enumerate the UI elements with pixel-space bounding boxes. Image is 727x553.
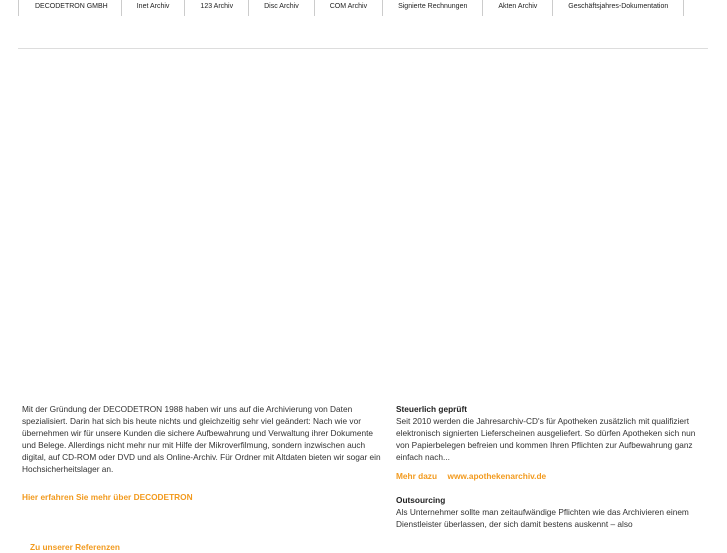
header-divider: [18, 48, 708, 49]
tax-section-links: [396, 466, 696, 484]
top-navigation: [18, 0, 684, 16]
nav-item-geschaeftsjahres-dokumentation[interactable]: Geschäftsjahres-Dokumentation: [552, 0, 684, 16]
nav-item-inet-archiv[interactable]: Inet Archiv: [121, 0, 185, 16]
tax-section-heading: Steuerlich geprüft: [396, 404, 467, 414]
news-column: [396, 403, 696, 531]
outsourcing-section: [396, 494, 696, 530]
nav-item-decodetron-gmbh[interactable]: DECODETRON GMBH: [18, 0, 121, 16]
intro-text: Mit der Gründung der DECODETRON 1988 haben wir uns auf die Archivierung von Daten spezialisiert. Darin hat sich bis heute nichts und gleichzeitig sehr viel geändert: Nach wie vor übernehmen wir für unsere Kunden die sichere Aufbewahrung und Verwaltung ihrer Dokumente und Belege. Allerdings nicht mehr nur mit Hilfe der Mikroverfilmung, sondern inzwischen auch digital, auf CD-ROM oder DVD und als Online-Archiv. Für Ordner mit Altdaten bieten wir sogar ein Hochsicherheitslager an.: [22, 404, 381, 475]
about-decodetron-link[interactable]: Hier erfahren Sie mehr über DECODETRON: [22, 491, 193, 502]
references-link[interactable]: Zu unserer Referenzen: [30, 542, 120, 552]
intro-column: [22, 403, 384, 503]
tax-section-text: Seit 2010 werden die Jahresarchiv-CD's für Apotheken zusätzlich mit qualifiziert elektronisch signierten Lieferscheinen ausgeliefert. So dürfen Apotheken sich nun von Papierbelegen befreien und kommen Ihren Pflichten zur Aufbewahrung ganz einfach nach...: [396, 416, 696, 463]
outsourcing-heading: Outsourcing: [396, 495, 446, 506]
apothekenarchiv-link[interactable]: www.apothekenarchiv.de: [447, 471, 547, 482]
nav-item-akten-archiv[interactable]: Akten Archiv: [482, 0, 552, 16]
nav-item-signierte-rechnungen[interactable]: Signierte Rechnungen: [382, 0, 482, 16]
tax-section: [396, 403, 696, 484]
more-info-link[interactable]: Mehr dazu: [396, 471, 438, 482]
nav-item-disc-archiv[interactable]: Disc Archiv: [248, 0, 314, 16]
nav-item-com-archiv[interactable]: COM Archiv: [314, 0, 382, 16]
nav-item-123-archiv[interactable]: 123 Archiv: [184, 0, 248, 16]
outsourcing-text: Als Unternehmer sollte man zeitaufwändige Pflichten wie das Archivieren einem Dienstleister überlassen, der sich damit bestens auskennt – also: [396, 507, 689, 530]
